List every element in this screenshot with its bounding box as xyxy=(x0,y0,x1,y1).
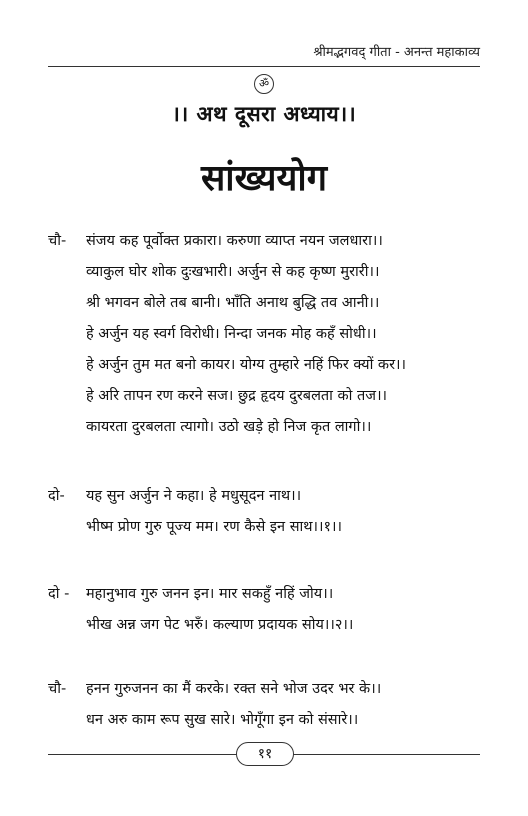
verse-line xyxy=(48,226,488,257)
verse-text: हे अर्जुन यह स्वर्ग विरोधी। निन्दा जनक मोह कहँ सोधी।। xyxy=(86,326,377,342)
verse-line xyxy=(48,412,488,443)
om-icon: ॐ xyxy=(254,74,274,94)
verse-line xyxy=(48,350,488,381)
chapter-heading: ।। अथ दूसरा अध्याय।। xyxy=(171,102,357,126)
verse-text: भीख अन्न जग पेट भरुँ। कल्याण प्रदायक सोय।।२।। xyxy=(86,617,354,633)
verse-text: कायरता दुरबलता त्यागो। उठो खड़े हो निज कृत लागो।। xyxy=(86,419,372,435)
verse-text: हनन गुरुजनन का मैं करके। रक्त सने भोज उदर भर के।। xyxy=(86,681,382,697)
om-ornament xyxy=(0,74,528,94)
verse-text: धन अरु काम रूप सुख सारे। भोगूँगा इन को संसारे।। xyxy=(86,712,359,728)
stanza-chaupai-2 xyxy=(48,674,488,736)
stanza-marker: चौ- xyxy=(48,233,67,249)
running-header: श्रीमद्भगवद् गीता - अनन्त महाकाव्य xyxy=(313,45,480,60)
verse-text: श्री भगवन बोले तब बानी। भाँति अनाथ बुद्धि तव आनी।। xyxy=(86,295,380,311)
verse-line xyxy=(48,512,488,543)
stanza-marker: दो- xyxy=(48,488,65,504)
page-number: ११ xyxy=(236,742,294,766)
stanza-marker: दो - xyxy=(48,586,70,602)
verse-text: भीष्म प्रोण गुरु पूज्य मम। रण कैसे इन साथ।।१।। xyxy=(86,519,343,535)
verse-line xyxy=(48,705,488,736)
verse-line xyxy=(48,481,488,512)
verse-line xyxy=(48,381,488,412)
verse-line xyxy=(48,610,488,641)
verse-text: संजय कह पूर्वोक्त प्रकारा। करुणा व्याप्त नयन जलधारा।। xyxy=(86,233,383,249)
verse-text: हे अर्जुन तुम मत बनो कायर। योग्य तुम्हारे नहिं फिर क्यों कर।। xyxy=(86,357,406,373)
verse-text: महानुभाव गुरु जनन इन। मार सकहुँ नहिं जोय।। xyxy=(86,586,334,602)
verse-line xyxy=(48,579,488,610)
verse-text: हे अरि तापन रण करने सज। छुद्र हृदय दुरबलता को तज।। xyxy=(86,388,388,404)
header-rule xyxy=(48,66,480,67)
chapter-title: सांख्ययोग xyxy=(200,158,328,199)
verse-line xyxy=(48,674,488,705)
verse-text: व्याकुल घोर शोक दुःखभारी। अर्जुन से कह कृष्ण मुरारी।। xyxy=(86,264,380,280)
verse-text: यह सुन अर्जुन ने कहा। हे मधुसूदन नाथ।। xyxy=(86,488,302,504)
verse-line xyxy=(48,288,488,319)
stanza-doha-2 xyxy=(48,579,488,641)
stanza-chaupai-1 xyxy=(48,226,488,443)
stanza-marker: चौ- xyxy=(48,681,67,697)
verse-line xyxy=(48,257,488,288)
stanza-doha-1 xyxy=(48,481,488,543)
verse-line xyxy=(48,319,488,350)
